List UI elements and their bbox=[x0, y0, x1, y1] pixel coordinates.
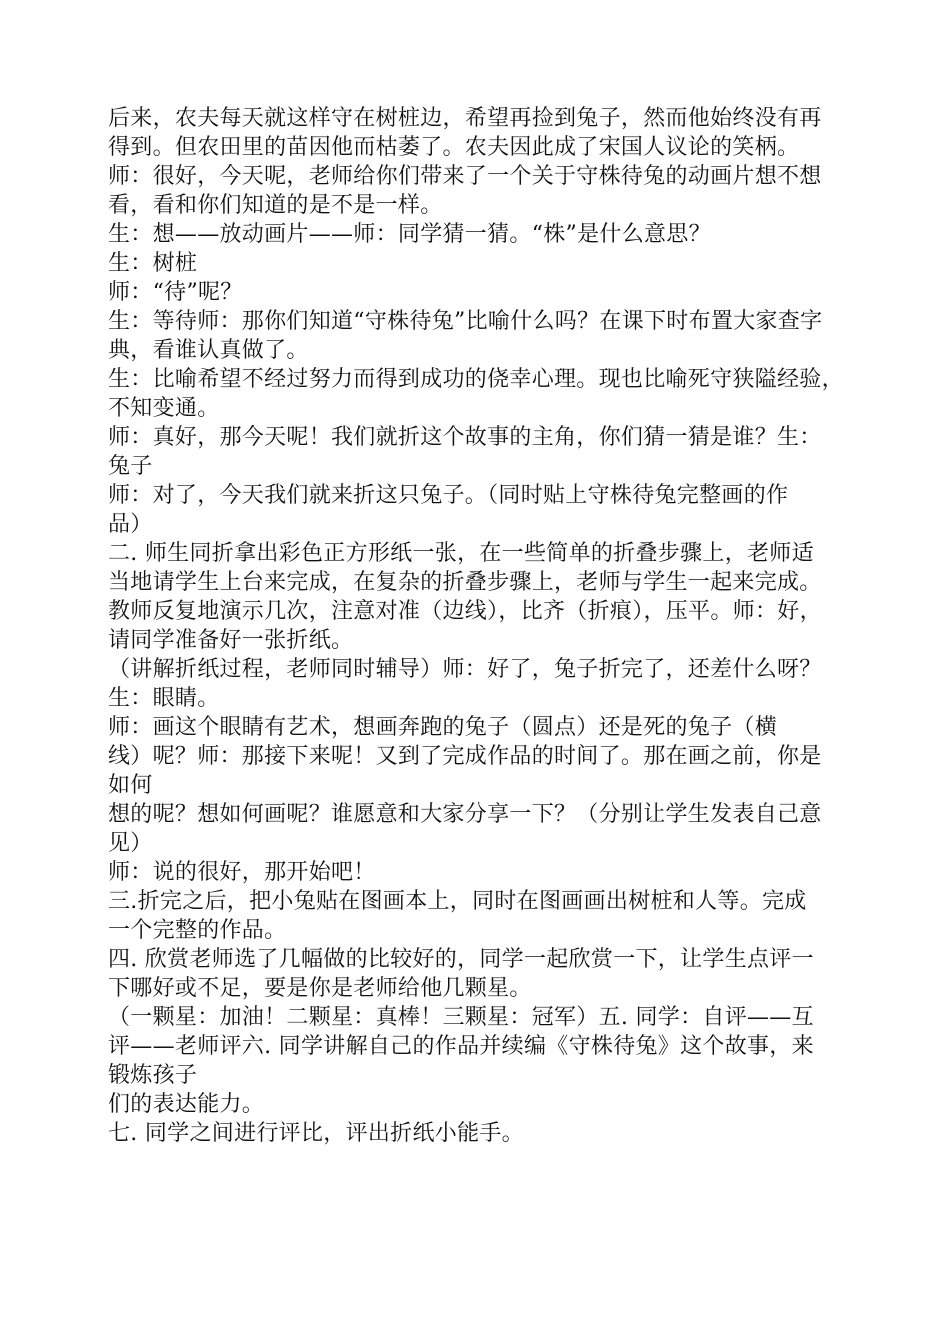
text-line: 教师反复地演示几次，注意对准（边线），比齐（折痕），压平。师：好， bbox=[108, 599, 822, 624]
text-line: 后来，农夫每天就这样守在树桩边，希望再捡到兔子，然而他始终没有再 bbox=[108, 106, 822, 131]
text-line: 兔子 bbox=[108, 454, 153, 479]
text-line: 锻炼孩子 bbox=[108, 1063, 198, 1088]
text-line: 生：树桩 bbox=[108, 251, 198, 276]
text-line: 线）呢？师：那接下来呢！又到了完成作品的时间了。那在画之前，你是 bbox=[108, 744, 822, 769]
text-line: 师：真好，那今天呢！我们就折这个故事的主角，你们猜一猜是谁？生： bbox=[108, 425, 822, 450]
text-line: 下哪好或不足，要是你是老师给他几颗星。 bbox=[108, 976, 532, 1001]
text-line: 三.折完之后，把小兔贴在图画本上，同时在图画画出树桩和人等。完成 bbox=[108, 889, 807, 914]
text-line: 师：对了，今天我们就来折这只兔子。（同时贴上守株待兔完整画的作 bbox=[108, 483, 789, 508]
text-line: 一个完整的作品。 bbox=[108, 918, 287, 943]
text-line: 当地请学生上台来完成，在复杂的折叠步骤上，老师与学生一起来完成。 bbox=[108, 570, 822, 595]
text-line: 如何 bbox=[108, 773, 153, 798]
text-line: 生：想——放动画片——师：同学猜一猜。“株”是什么意思？ bbox=[108, 222, 711, 247]
text-line: 四. 欣赏老师选了几幅做的比较好的，同学一起欣赏一下，让学生点评一 bbox=[108, 947, 814, 972]
text-line: 生：比喻希望不经过努力而得到成功的侥幸心理。现也比喻死守狭隘经验， bbox=[108, 367, 844, 392]
text-line: 典，看谁认真做了。 bbox=[108, 338, 309, 363]
text-line: （讲解折纸过程，老师同时辅导）师：好了，兔子折完了，还差什么呀？ bbox=[108, 657, 822, 682]
text-line: （一颗星：加油！二颗星：真棒！三颗星：冠军）五. 同学：自评——互 bbox=[108, 1005, 814, 1030]
text-line: 想的呢？想如何画呢？谁愿意和大家分享一下？（分别让学生发表自己意 bbox=[108, 802, 822, 827]
text-line: 品） bbox=[108, 512, 153, 537]
text-line: 七. 同学之间进行评比，评出折纸小能手。 bbox=[108, 1121, 524, 1146]
text-line: 师：说的很好，那开始吧！ bbox=[108, 860, 376, 885]
text-line: 不知变通。 bbox=[108, 396, 220, 421]
text-line: 二. 师生同折拿出彩色正方形纸一张，在一些简单的折叠步骤上，老师适 bbox=[108, 541, 814, 566]
text-line: 师：画这个眼睛有艺术，想画奔跑的兔子（圆点）还是死的兔子（横 bbox=[108, 715, 778, 740]
text-line: 师：很好，今天呢，老师给你们带来了一个关于守株待兔的动画片想不想 bbox=[108, 164, 822, 189]
text-line: 见） bbox=[108, 831, 153, 856]
text-line: 看，看和你们知道的是不是一样。 bbox=[108, 193, 443, 218]
text-line: 评——老师评六. 同学讲解自己的作品并续编《守株待兔》这个故事，来 bbox=[108, 1034, 814, 1059]
text-line: 请同学准备好一张折纸。 bbox=[108, 628, 354, 653]
text-line: 生：眼睛。 bbox=[108, 686, 220, 711]
text-line: 们的表达能力。 bbox=[108, 1092, 265, 1117]
text-line: 生：等待师：那你们知道“守株待兔”比喻什么吗？在课下时布置大家查字 bbox=[108, 309, 823, 334]
text-line: 师：“待”呢？ bbox=[108, 280, 243, 305]
text-line: 得到。但农田里的苗因他而枯萎了。农夫因此成了宋国人议论的笑柄。 bbox=[108, 135, 800, 160]
document-body bbox=[108, 104, 888, 1148]
